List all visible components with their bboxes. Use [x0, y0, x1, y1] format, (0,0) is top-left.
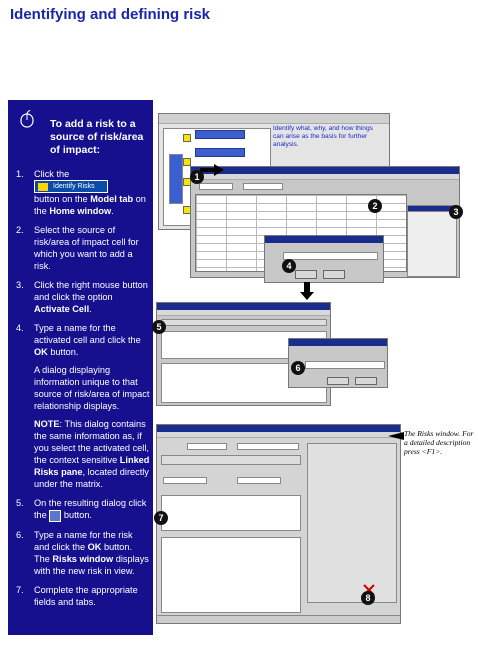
status-bar: [157, 615, 401, 624]
step-4-note: NOTE: This dialog contains the same information as, if you select the activated cell, the context sensitive Linked Risks pane, located directly under the matrix.: [34, 419, 150, 490]
title-bar: [157, 303, 330, 310]
model-marker: [183, 134, 191, 142]
risk-name-field: [305, 361, 385, 369]
title-bar: [191, 167, 459, 174]
risks-window-note: The Risks window. For a detailed description press <F1>.: [404, 429, 474, 456]
menu-bar: [157, 310, 330, 316]
classification-field: [163, 477, 207, 484]
callout-7: 7: [154, 511, 168, 525]
new-risk-icon[interactable]: [49, 510, 61, 522]
callout-5: 5: [152, 320, 166, 334]
model-marker: [183, 158, 191, 166]
name-field: [283, 252, 378, 260]
panel-heading: To add a risk to a source of risk/area of impact:: [50, 118, 144, 156]
tab-strip: [159, 114, 389, 124]
step-text: Click the: [34, 169, 70, 179]
step-6: 6. Type a name for the risk and click the OK button. The Risks window displays with the new risk in view.: [16, 529, 149, 576]
title-field: [237, 443, 299, 450]
menu-bar: [157, 432, 400, 438]
arrow-down: [300, 282, 314, 300]
arrow-to-risks-window: [388, 432, 404, 440]
toolbar-field: [199, 183, 233, 190]
identify-note: Identify what, why, and how things can arise as the basis for further analysis.: [273, 125, 373, 148]
step-number: 4.: [16, 323, 24, 334]
model-node: [195, 130, 245, 139]
step-number: 5.: [16, 498, 24, 509]
callout-3: 3: [449, 205, 463, 219]
step-4: 4. Type a name for the activated cell and click the OK button. A dialog displaying information unique to that source of risk/area of impact relationship displays. NOTE: This dialog contains the same information as, if you select the activated cell, the context sensitive Linked Risks pane, located directly under the matrix.: [16, 323, 150, 490]
step-number: 3.: [16, 280, 24, 291]
step-number: 6.: [16, 529, 24, 540]
left-rail: [169, 154, 183, 204]
comments-area: [161, 537, 301, 613]
callout-8: 8: [361, 591, 375, 605]
probability-panel: [307, 443, 397, 603]
cancel-button[interactable]: [323, 270, 345, 279]
reference-field: [187, 443, 227, 450]
instructions-panel: [8, 100, 153, 635]
step-text: Select the source of risk/area of impact cell for which you want to add a risk.: [34, 225, 139, 272]
step-number: 1.: [16, 169, 24, 179]
step-number: 7.: [16, 584, 24, 595]
ok-button[interactable]: [327, 377, 349, 385]
callout-4: 4: [282, 259, 296, 273]
cancel-button[interactable]: [355, 377, 377, 385]
identify-risks-button[interactable]: Identify Risks: [34, 180, 108, 193]
step-4-detail: A dialog displaying information unique to that source of risk/area of impact relationship displays.: [34, 365, 150, 412]
dialog-title-bar: [265, 236, 383, 243]
step-number: 2.: [16, 225, 24, 236]
step-3: 3. Click the right mouse button and click the option Activate Cell.: [16, 280, 148, 315]
toolbar: [161, 319, 327, 326]
page-title: Identifying and defining risk: [10, 6, 211, 23]
toolbar-field: [243, 183, 283, 190]
title-bar: [157, 425, 400, 432]
step-2: [12, 224, 150, 272]
tab-strip: [161, 455, 301, 465]
add-reference-dialog: [264, 235, 384, 283]
menu-bar: [191, 174, 459, 180]
ok-button[interactable]: [295, 270, 317, 279]
step-1: 1. Click the Identify Risks button on the Model tab on the Home window.: [16, 169, 146, 217]
description-area: [161, 495, 301, 531]
callout-6: 6: [291, 361, 305, 375]
callout-1: 1: [190, 170, 204, 184]
step-7: 7. Complete the appropriate fields and tabs.: [16, 584, 138, 607]
dialog-title-bar: [289, 339, 387, 346]
callout-2: 2: [368, 199, 382, 213]
mouse-icon: [20, 110, 34, 128]
owner-field: [237, 477, 281, 484]
identify-risks-icon: [38, 183, 48, 191]
step-5: 5. On the resulting dialog click the button.: [16, 498, 147, 521]
steps-list: [12, 168, 150, 615]
model-node: [195, 148, 245, 157]
